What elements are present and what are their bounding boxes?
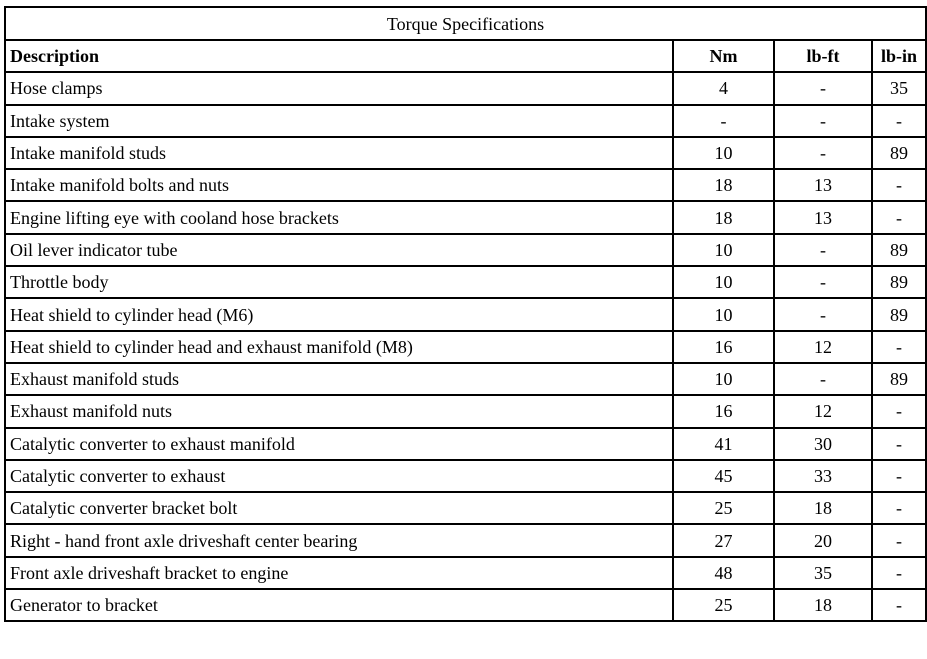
cell-nm: 41 <box>673 428 774 460</box>
cell-lb-in: - <box>872 492 926 524</box>
table-row <box>5 169 926 201</box>
cell-lb-ft: - <box>774 363 872 395</box>
table-row <box>5 492 926 524</box>
column-header-nm: Nm <box>673 40 774 72</box>
cell-nm: 45 <box>673 460 774 492</box>
torque-specifications-table <box>4 6 927 622</box>
cell-nm: 10 <box>673 137 774 169</box>
cell-lb-in: - <box>872 201 926 233</box>
column-header-lb-ft: lb-ft <box>774 40 872 72</box>
cell-lb-in: - <box>872 524 926 556</box>
cell-lb-ft: - <box>774 298 872 330</box>
cell-lb-ft: 18 <box>774 492 872 524</box>
cell-description: Hose clamps <box>5 72 673 104</box>
cell-description: Heat shield to cylinder head (M6) <box>5 298 673 330</box>
cell-lb-in: 89 <box>872 266 926 298</box>
table-row <box>5 395 926 427</box>
cell-lb-ft: - <box>774 266 872 298</box>
cell-nm: 10 <box>673 363 774 395</box>
cell-nm: - <box>673 105 774 137</box>
table-row <box>5 201 926 233</box>
column-header-lb-in: lb-in <box>872 40 926 72</box>
cell-nm: 16 <box>673 395 774 427</box>
table-row <box>5 460 926 492</box>
table-row <box>5 234 926 266</box>
cell-description: Generator to bracket <box>5 589 673 621</box>
table-row <box>5 524 926 556</box>
cell-lb-ft: 12 <box>774 331 872 363</box>
cell-nm: 18 <box>673 169 774 201</box>
table-row <box>5 72 926 104</box>
table-caption: Torque Specifications <box>5 7 926 40</box>
cell-description: Oil lever indicator tube <box>5 234 673 266</box>
table-row <box>5 363 926 395</box>
column-header-description: Description <box>5 40 673 72</box>
cell-lb-in: - <box>872 331 926 363</box>
cell-lb-ft: 18 <box>774 589 872 621</box>
cell-description: Throttle body <box>5 266 673 298</box>
cell-description: Exhaust manifold nuts <box>5 395 673 427</box>
cell-lb-ft: 13 <box>774 201 872 233</box>
cell-nm: 25 <box>673 589 774 621</box>
cell-description: Catalytic converter bracket bolt <box>5 492 673 524</box>
cell-lb-in: - <box>872 557 926 589</box>
cell-lb-ft: - <box>774 137 872 169</box>
cell-lb-in: - <box>872 395 926 427</box>
cell-lb-ft: - <box>774 105 872 137</box>
cell-description: Catalytic converter to exhaust manifold <box>5 428 673 460</box>
cell-description: Intake manifold studs <box>5 137 673 169</box>
cell-lb-ft: - <box>774 72 872 104</box>
cell-lb-in: 35 <box>872 72 926 104</box>
cell-description: Catalytic converter to exhaust <box>5 460 673 492</box>
cell-lb-ft: 30 <box>774 428 872 460</box>
cell-lb-ft: 12 <box>774 395 872 427</box>
table-row <box>5 331 926 363</box>
cell-nm: 10 <box>673 266 774 298</box>
table-caption-row <box>5 7 926 40</box>
cell-lb-ft: 35 <box>774 557 872 589</box>
cell-nm: 27 <box>673 524 774 556</box>
cell-lb-in: - <box>872 169 926 201</box>
cell-description: Heat shield to cylinder head and exhaust manifold (M8) <box>5 331 673 363</box>
cell-description: Intake manifold bolts and nuts <box>5 169 673 201</box>
cell-lb-in: 89 <box>872 137 926 169</box>
cell-lb-ft: 13 <box>774 169 872 201</box>
table-row <box>5 266 926 298</box>
cell-nm: 18 <box>673 201 774 233</box>
cell-description: Front axle driveshaft bracket to engine <box>5 557 673 589</box>
cell-lb-ft: - <box>774 234 872 266</box>
table-body <box>5 72 926 621</box>
cell-lb-in: - <box>872 428 926 460</box>
cell-nm: 48 <box>673 557 774 589</box>
cell-lb-in: 89 <box>872 234 926 266</box>
cell-description: Exhaust manifold studs <box>5 363 673 395</box>
cell-description: Right - hand front axle driveshaft center bearing <box>5 524 673 556</box>
table-row <box>5 298 926 330</box>
cell-description: Intake system <box>5 105 673 137</box>
cell-lb-ft: 33 <box>774 460 872 492</box>
table-header-row <box>5 40 926 72</box>
cell-lb-in: - <box>872 105 926 137</box>
cell-lb-in: - <box>872 589 926 621</box>
cell-lb-in: 89 <box>872 298 926 330</box>
table-row <box>5 557 926 589</box>
cell-lb-ft: 20 <box>774 524 872 556</box>
cell-description: Engine lifting eye with cooland hose brackets <box>5 201 673 233</box>
table-row <box>5 137 926 169</box>
cell-nm: 25 <box>673 492 774 524</box>
cell-nm: 10 <box>673 234 774 266</box>
cell-nm: 10 <box>673 298 774 330</box>
cell-nm: 16 <box>673 331 774 363</box>
cell-nm: 4 <box>673 72 774 104</box>
table-row <box>5 589 926 621</box>
cell-lb-in: 89 <box>872 363 926 395</box>
cell-lb-in: - <box>872 460 926 492</box>
table-row <box>5 105 926 137</box>
table-row <box>5 428 926 460</box>
